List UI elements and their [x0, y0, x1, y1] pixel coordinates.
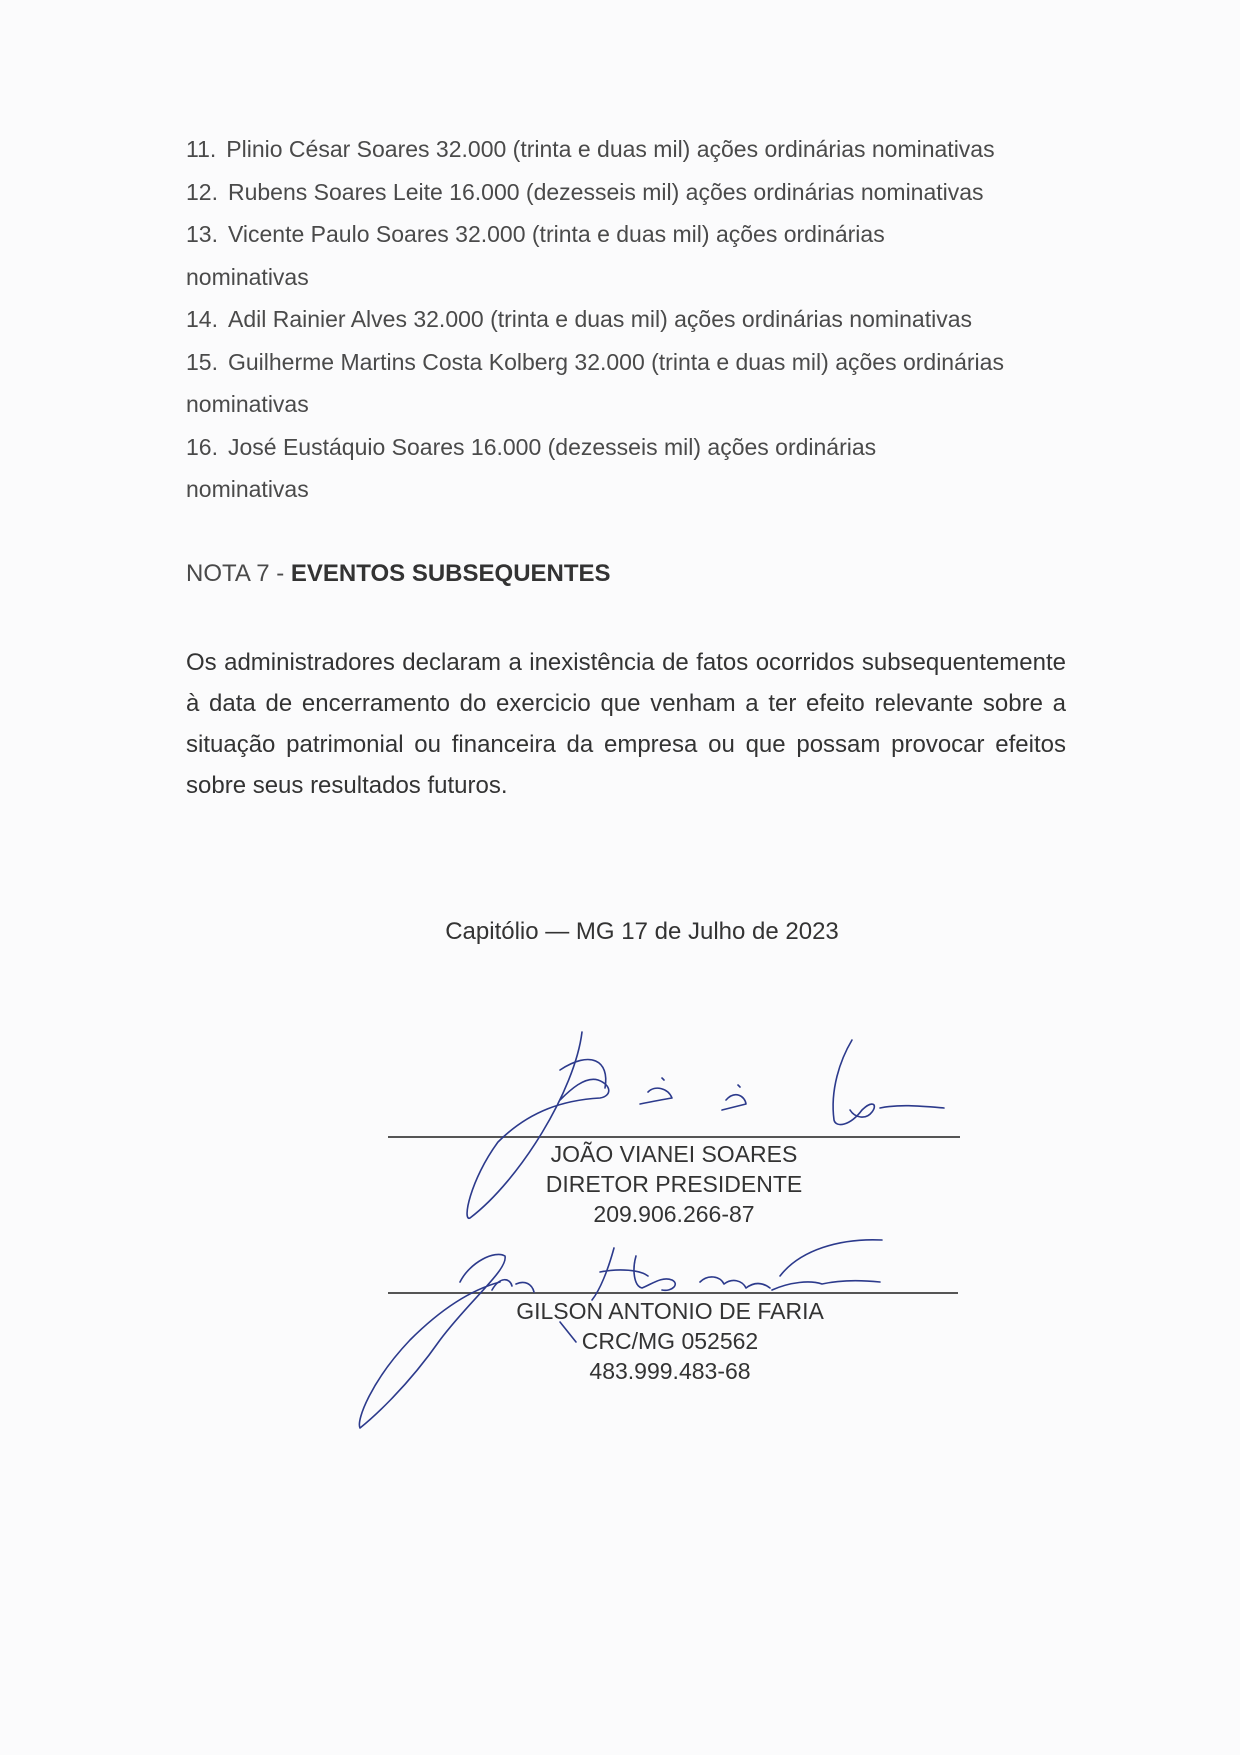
item-text: Plinio César Soares 32.000 (trinta e duas mil) ações ordinárias nominativas	[226, 136, 995, 162]
note-title: EVENTOS SUBSEQUENTES	[290, 560, 611, 587]
item-text: Vicente Paulo Soares 32.000 (trinta e duas mil) ações ordinárias nominativas	[186, 221, 885, 290]
note-paragraph: Os administradores declaram a inexistência de fatos ocorridos subsequentemente à data de encerramento do exercicio que venham a ter efeito relevante sobre a situação patrimonial ou financeira da empresa ou que possam provocar efeitos sobre seus resultados futuros.	[186, 649, 1066, 799]
item-number: 15.	[186, 348, 218, 375]
signature-ink	[359, 1032, 944, 1428]
signatory-id: 483.999.483-68	[589, 1358, 751, 1384]
signatory-name: JOÃO VIANEI SOARES	[550, 1141, 798, 1167]
item-text: Rubens Soares Leite 16.000 (dezesseis mil) ações ordinárias nominativas	[227, 178, 984, 205]
item-number: 12.	[186, 178, 218, 205]
place-date: Capitólio — MG 17 de Julho de 2023	[445, 918, 839, 945]
item-number: 14.	[186, 306, 218, 332]
note-prefix: NOTA 7 -	[186, 560, 291, 587]
item-number: 11.	[186, 136, 217, 162]
item-text: José Eustáquio Soares 16.000 (dezesseis mil) ações ordinárias nominativas	[186, 433, 877, 502]
item-text: Guilherme Martins Costa Kolberg 32.000 (trinta e duas mil) ações ordinárias nominativas	[186, 348, 1004, 417]
item-number: 16.	[186, 433, 218, 460]
signatory-name: GILSON ANTONIO DE FARIA	[516, 1298, 824, 1324]
signatory-role: CRC/MG 052562	[581, 1328, 759, 1354]
item-text: Adil Rainier Alves 32.000 (trinta e duas mil) ações ordinárias nominativas	[227, 306, 973, 332]
item-number: 13.	[186, 221, 218, 247]
signatory-id: 209.906.266-87	[593, 1201, 755, 1227]
signatory-role: DIRETOR PRESIDENTE	[545, 1171, 803, 1197]
